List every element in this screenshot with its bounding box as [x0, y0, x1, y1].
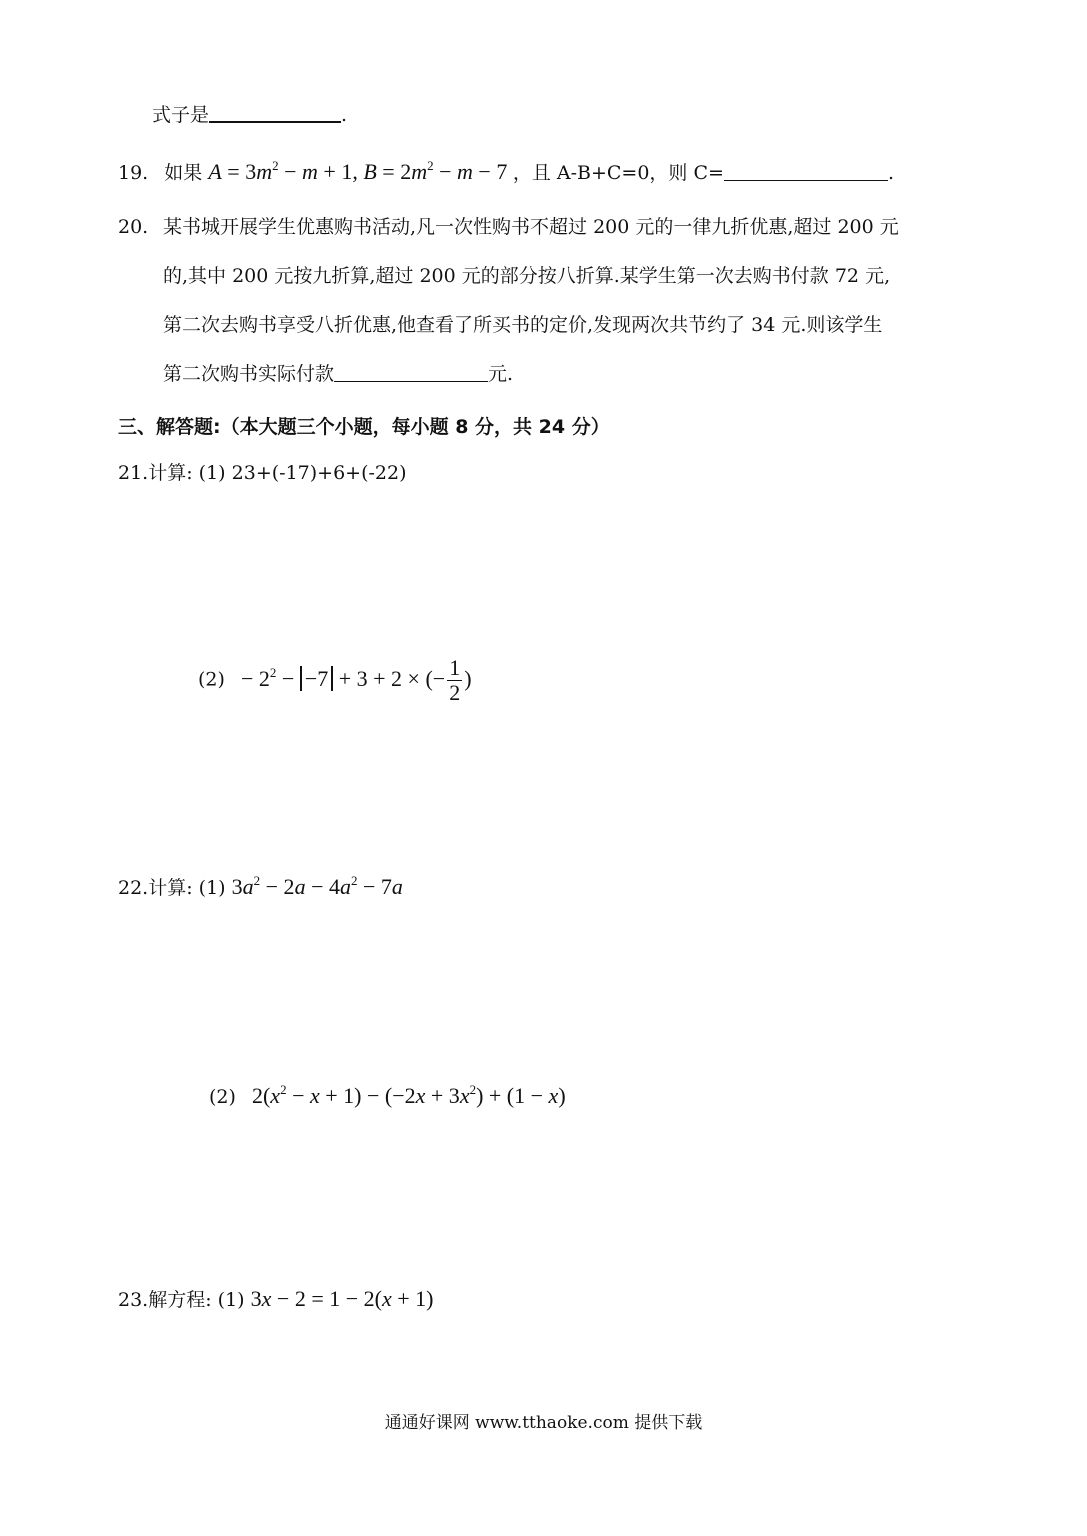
- q18-answer-blank[interactable]: [209, 103, 341, 123]
- q20-line-4: [163, 350, 1003, 399]
- q18-tail: [152, 103, 347, 127]
- q21-part2-label: (2): [198, 668, 225, 691]
- q20-line-4-text: 第二次购书实际付款: [163, 363, 335, 385]
- q19-condition: ，且 A-B+C=0，则 C=: [512, 162, 724, 184]
- q22-part1-expr: $3a^2 - 2a - 4a^2 - 7a$: [231, 873, 403, 899]
- q19-formula: $A = 3m^2 - m + 1$, $B = 2m^2 - m - 7$: [208, 158, 513, 184]
- q22-part2-expr: $2(x^2 - x + 1) - (-2x + 3x^2) + (1 - x)$: [251, 1082, 566, 1108]
- q22-part1-label: (1): [198, 877, 226, 899]
- q20-line-2: 的,其中 200 元按九折算,超过 200 元的部分按八折算.某学生第一次去购书付款 72 元,: [163, 265, 891, 287]
- section-3-heading: 三、解答题:（本大题三个小题，每小题 8 分，共 24 分）: [118, 416, 610, 438]
- q23-part1: [118, 1287, 433, 1312]
- q19-end-mark: .: [887, 162, 894, 184]
- q20-answer-blank[interactable]: [334, 363, 488, 382]
- q23-part1-expr: 3x − 2 = 1 − 2(x + 1): [250, 1286, 434, 1311]
- q19-answer-blank[interactable]: [724, 162, 888, 181]
- q21-part1: [118, 461, 407, 485]
- q21-label: 21.计算:: [118, 462, 193, 484]
- q22-part2: [209, 1084, 566, 1109]
- q22-label: 22.计算:: [118, 877, 193, 899]
- q19-number: 19.: [118, 162, 149, 184]
- q18-end-mark: .: [341, 104, 348, 126]
- q23-part1-label: (1): [217, 1289, 245, 1311]
- q21-part1-expr: 23+(-17)+6+(-22): [231, 462, 407, 484]
- page-footer: 通通好课网 www.tthaoke.com 提供下载: [384, 1413, 703, 1433]
- q22-part1: [118, 875, 403, 900]
- q21-part1-label: (1): [198, 462, 226, 484]
- q20-number: 20.: [118, 216, 149, 238]
- q20-line-3: 第二次去购书享受八折优惠,他查看了所买书的定价,发现两次共节约了 34 元.则该学生: [163, 314, 883, 336]
- q22-part2-label: (2): [209, 1086, 236, 1108]
- q23-label: 23.解方程:: [118, 1289, 212, 1311]
- q19: [118, 160, 894, 185]
- q20-line-1: 某书城开展学生优惠购书活动,凡一次性购书不超过 200 元的一律九折优惠,超过 200 元: [163, 216, 899, 238]
- q20-body: [163, 203, 1003, 399]
- q21-part2-expr: − $2^2 - -7 + 3 + 2$ × (− $\frac{1}{2}$ ): [240, 655, 472, 705]
- q18-tail-text: 式子是: [152, 104, 210, 126]
- q20-unit: 元.: [488, 363, 514, 385]
- q19-prefix: 如果: [164, 162, 203, 184]
- q21-part2: [198, 656, 472, 705]
